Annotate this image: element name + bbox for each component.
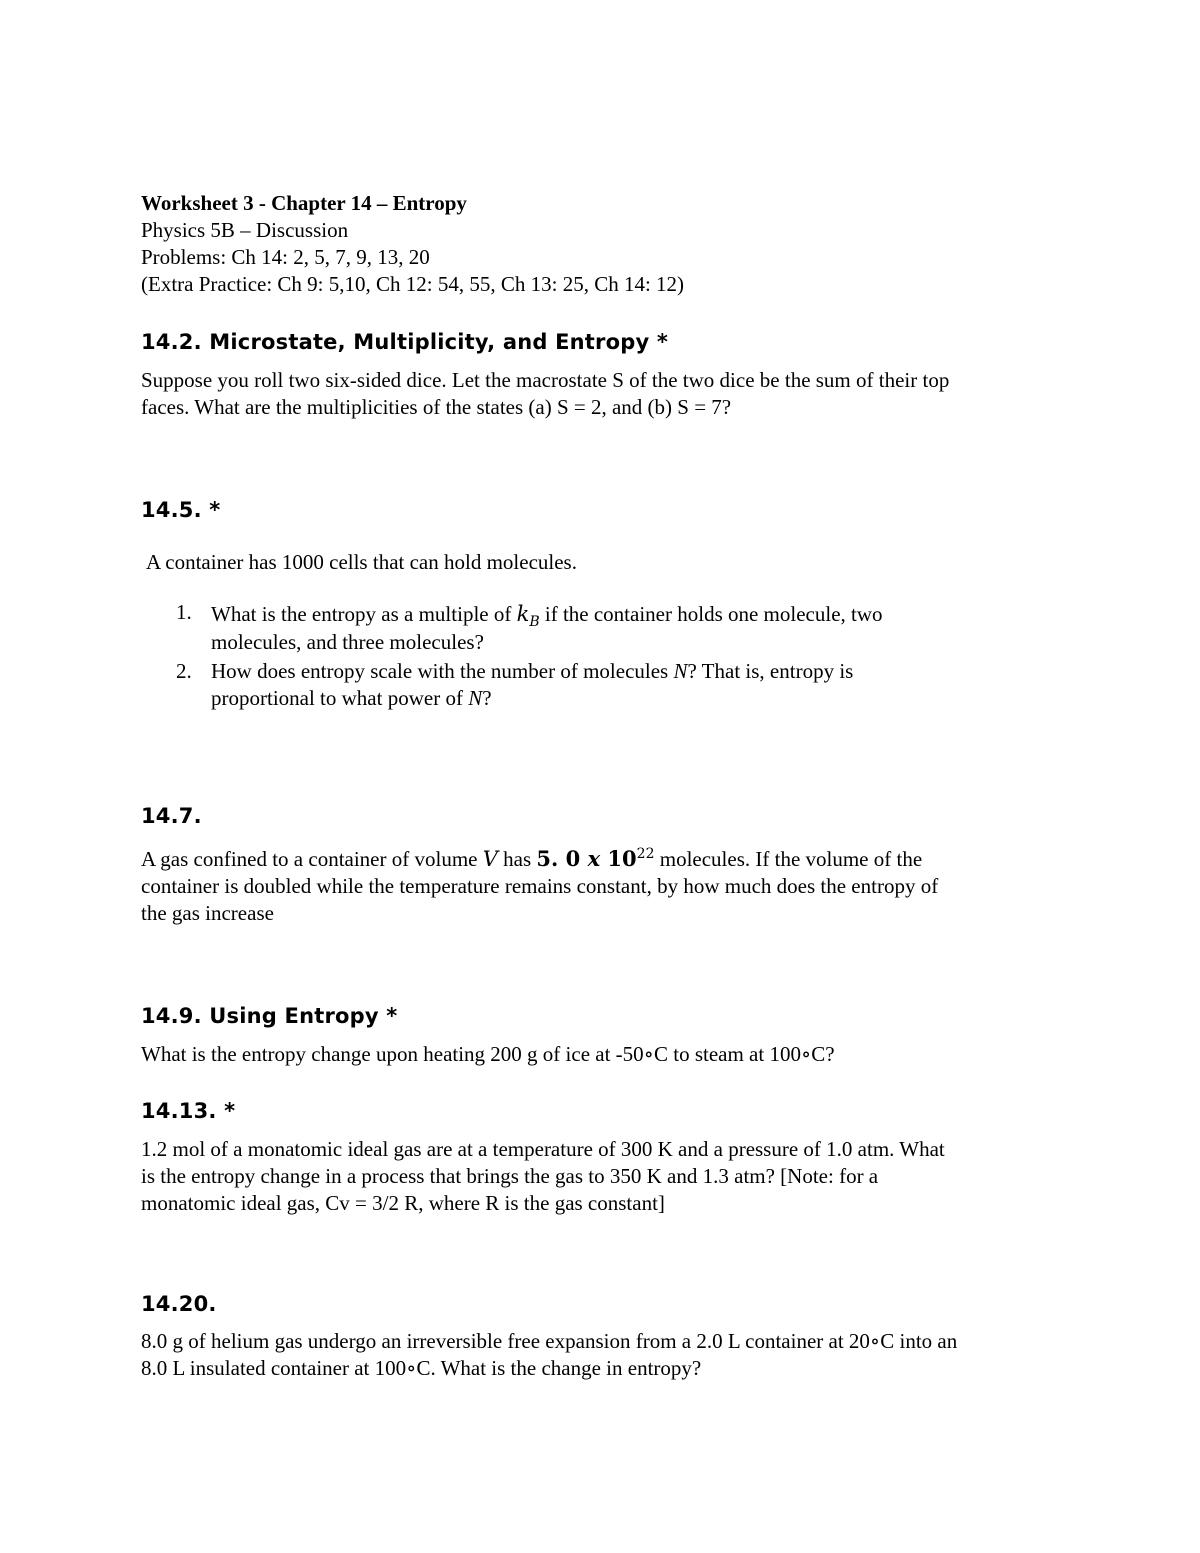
problem-text: 8.0 g of helium gas undergo an irreversible free expansion from a 2.0 L container at 20∘C into an xyxy=(141,1329,958,1353)
course-name: Physics 5B – Discussion xyxy=(141,218,349,242)
list-text: ? That is, entropy is xyxy=(687,659,854,683)
problem-14-2-heading: 14.2. Microstate, Multiplicity, and Entropy * xyxy=(141,330,669,354)
list-text: molecules, and three molecules? xyxy=(211,630,484,654)
assigned-problems: Problems: Ch 14: 2, 5, 7, 9, 13, 20 xyxy=(141,245,430,269)
list-text: if the container holds one molecule, two xyxy=(544,602,883,626)
variable-v: V xyxy=(482,847,498,871)
molecule-count: 5. 0 x $10^{22}$ xyxy=(536,846,655,871)
list-item xyxy=(141,599,1071,656)
problem-14-7-heading: 14.7. xyxy=(141,804,202,828)
worksheet-title: Worksheet 3 - Chapter 14 – Entropy xyxy=(141,191,467,215)
problem-14-13-text xyxy=(141,1136,1071,1217)
problem-text: 1.2 mol of a monatomic ideal gas are at a temperature of 300 K and a pressure of 1.0 atm. What xyxy=(141,1137,945,1161)
problem-text: molecules. If the volume of the xyxy=(659,847,923,871)
variable-n: N xyxy=(673,659,688,683)
problem-text: is the entropy change in a process that brings the gas to 350 K and 1.3 atm? [Note: for a xyxy=(141,1164,879,1188)
list-text: How does entropy scale with the number of molecules xyxy=(211,659,669,683)
problem-14-20-text xyxy=(141,1328,1071,1382)
worksheet-header xyxy=(141,190,1071,298)
problem-14-2-text xyxy=(141,367,1071,421)
problem-14-5-heading: 14.5. * xyxy=(141,498,221,522)
problem-14-5-list xyxy=(141,599,1071,712)
problem-text: has xyxy=(503,847,532,871)
problem-14-7-text xyxy=(141,845,1071,927)
problem-14-9-heading: 14.9. Using Entropy * xyxy=(141,1004,398,1028)
problem-text: container is doubled while the temperature remains constant, by how much does the entropy of xyxy=(141,874,939,898)
problem-14-13-heading: 14.13. * xyxy=(141,1099,236,1123)
problem-14-2-line: faces. What are the multiplicities of the states (a) S = 2, and (b) S = 7? xyxy=(141,395,732,419)
boltzmann-symbol: $k_B$ xyxy=(516,602,540,631)
problem-text: A gas confined to a container of volume xyxy=(141,847,478,871)
problem-text: 8.0 L insulated container at 100∘C. What is the change in entropy? xyxy=(141,1356,702,1380)
problem-14-5-intro: A container has 1000 cells that can hold molecules. xyxy=(146,550,577,574)
list-text: proportional to what power of xyxy=(211,686,463,710)
problem-text: monatomic ideal gas, Cv = 3/2 R, where R is the gas constant] xyxy=(141,1191,665,1215)
problem-14-20-heading: 14.20. xyxy=(141,1292,217,1316)
list-text: What is the entropy as a multiple of xyxy=(211,602,512,626)
list-number: 2. xyxy=(176,659,192,683)
variable-n: N xyxy=(468,686,483,710)
problem-text: the gas increase xyxy=(141,901,274,925)
extra-practice: (Extra Practice: Ch 9: 5,10, Ch 12: 54, 55, Ch 13: 25, Ch 14: 12) xyxy=(141,272,685,296)
list-text: ? xyxy=(482,686,492,710)
problem-14-2-line: Suppose you roll two six-sided dice. Let the macrostate S of the two dice be the sum of their top xyxy=(141,368,950,392)
list-number: 1. xyxy=(176,600,192,624)
problem-14-9-text: What is the entropy change upon heating 200 g of ice at -50∘C to steam at 100∘C? xyxy=(141,1042,835,1066)
list-item xyxy=(141,658,1071,712)
